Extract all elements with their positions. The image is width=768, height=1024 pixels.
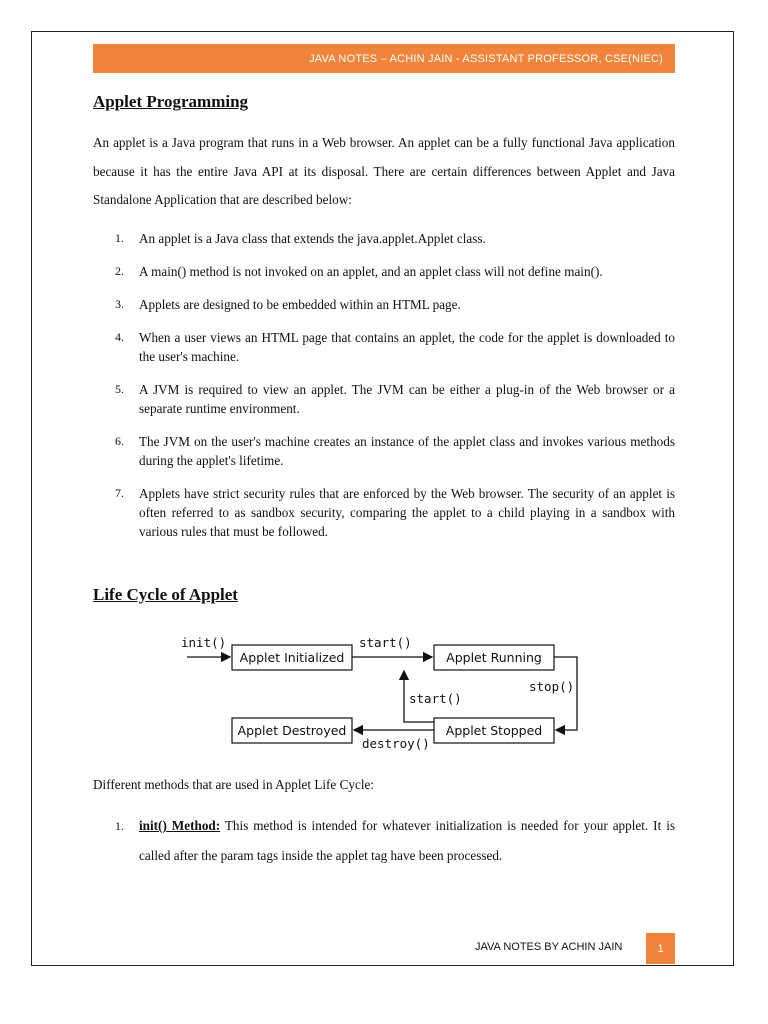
method-item-body (93, 811, 675, 871)
methods-intro: Different methods that are used in Applet Life Cycle: (93, 777, 375, 792)
method-item (93, 811, 675, 871)
state-label-stopped: Applet Stopped (445, 723, 543, 738)
state-label-destroyed: Applet Destroyed (237, 723, 347, 738)
transition-label-restart: start() (409, 691, 462, 706)
list-item (93, 484, 675, 541)
section-title-applet-programming: Applet Programming (93, 92, 249, 111)
list-item-number: 7. (115, 486, 124, 500)
list-item-text: A main() method is not invoked on an applet, and an applet class will not define main(). (139, 264, 603, 279)
list-item-number: 6. (115, 434, 124, 448)
list-item-text: The JVM on the user's machine creates an instance of the applet class and invokes various methods during the applet's lifetime. (139, 434, 675, 468)
method-term: init() Method: (139, 818, 221, 833)
life-cycle-diagram (175, 625, 595, 755)
transition-label-destroy: destroy() (362, 736, 430, 751)
state-label-initialized: Applet Initialized (239, 650, 345, 665)
method-description: This method is intended for whatever initialization is needed for your applet. It is called after the param tags inside the applet tag have been processed. (139, 818, 675, 863)
state-label-running: Applet Running (446, 650, 542, 665)
intro-paragraph: An applet is a Java program that runs in a Web browser. An applet can be a fully functional Java application because it has the entire Java API at its disposal. There are certain differences between Applet and Java Standalone Application that are described below: (93, 135, 675, 207)
list-item-text: An applet is a Java class that extends the java.applet.Applet class. (139, 231, 486, 246)
list-item (93, 432, 675, 470)
method-item-number: 1. (115, 819, 124, 833)
list-item-text: Applets are designed to be embedded within an HTML page. (139, 297, 461, 312)
differences-list (93, 229, 675, 555)
header-text: JAVA NOTES – ACHIN JAIN - ASSISTANT PROFESSOR, CSE(NIEC) (309, 52, 663, 65)
list-item-text: Applets have strict security rules that are enforced by the Web browser. The security of an applet is often referred to as sandbox security, comparing the applet to a child playing in a sandbox with various rules that must be followed. (139, 486, 675, 539)
list-item-text: When a user views an HTML page that contains an applet, the code for the applet is downloaded to the user's machine. (139, 330, 675, 364)
transition-label-stop: stop() (529, 679, 575, 694)
list-item (93, 295, 675, 314)
list-item (93, 328, 675, 366)
list-item (93, 380, 675, 418)
list-item-number: 2. (115, 264, 124, 278)
list-item-number: 4. (115, 330, 124, 344)
transition-label-start: start() (359, 635, 412, 650)
list-item (93, 229, 675, 248)
section-title-life-cycle: Life Cycle of Applet (93, 585, 238, 604)
list-item-number: 1. (115, 231, 124, 245)
transition-label-init: init() (181, 635, 227, 650)
list-item-number: 5. (115, 382, 124, 396)
footer-label: JAVA NOTES BY ACHIN JAIN (475, 941, 623, 953)
list-item-number: 3. (115, 297, 124, 311)
list-item (93, 262, 675, 281)
page-number: 1 (646, 933, 675, 964)
header-band (93, 44, 675, 73)
list-item-text: A JVM is required to view an applet. The JVM can be either a plug-in of the Web browser or a separate runtime environment. (139, 382, 675, 416)
